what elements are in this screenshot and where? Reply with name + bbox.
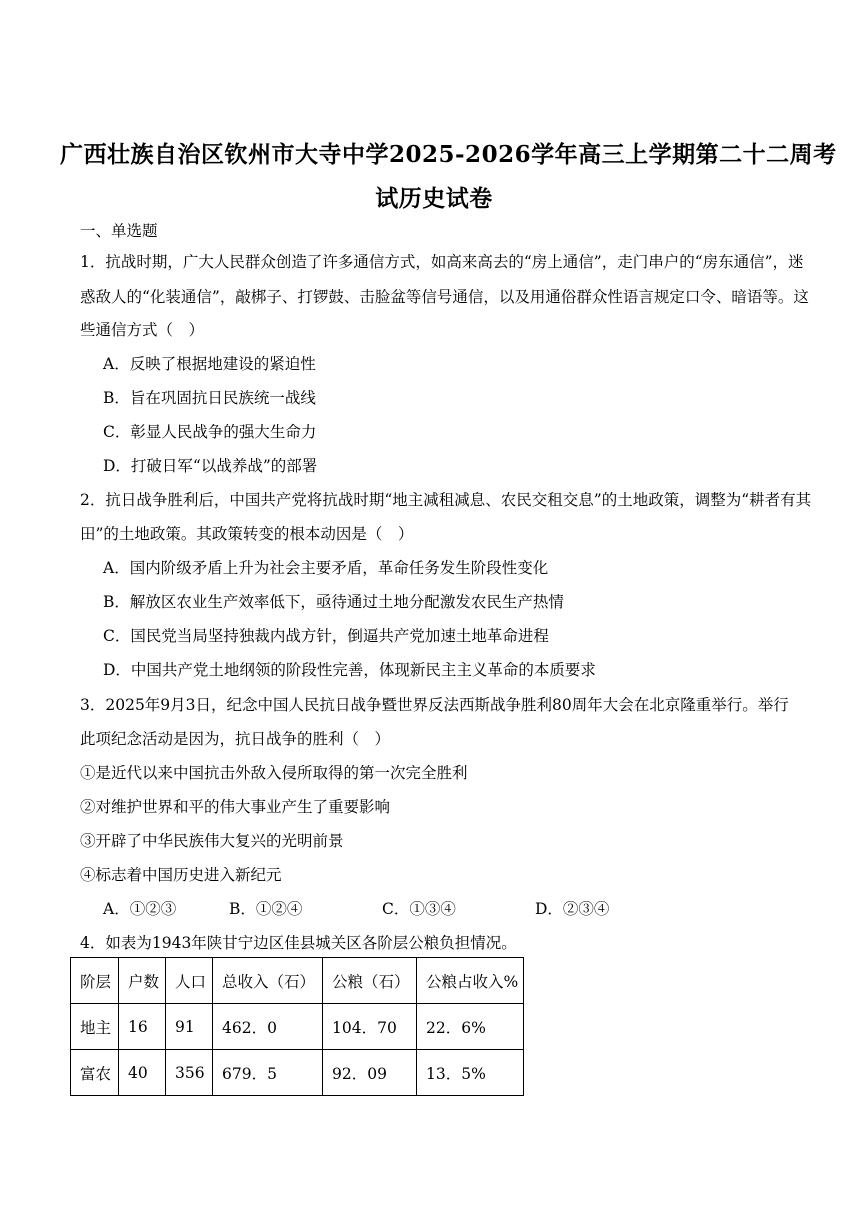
table-cell: 104．70 [323,1004,417,1050]
table-cell: 22．6% [417,1004,524,1050]
table-cell: 91 [166,1004,213,1050]
q3-option-d: D．②③④ [535,900,610,918]
q3-item-4: ④标志着中国历史进入新纪元 [80,866,282,884]
table-header-cell: 阶层 [71,958,119,1004]
q1-stem-line-2: 惑敌人的“化装通信”，敲梆子、打锣鼓、击脸盆等信号通信，以及用通俗群众性语言规定口令、暗语等。这 [80,288,809,306]
q3-item-3: ③开辟了中华民族伟大复兴的光明前景 [80,832,344,850]
table-header-cell: 总收入（石） [213,958,323,1004]
table-cell: 地主 [71,1004,119,1050]
q2-option-b: B．解放区农业生产效率低下，亟待通过土地分配激发农民生产热情 [103,593,564,611]
table-header-cell: 公粮占收入% [417,958,524,1004]
table-cell: 40 [119,1050,166,1096]
table-cell: 16 [119,1004,166,1050]
table-row [71,1004,524,1050]
section-heading: 一、单选题 [80,222,158,240]
table-cell: 92．09 [323,1050,417,1096]
q1-option-a: A．反映了根据地建设的紧迫性 [103,355,316,373]
q2-option-c: C．国民党当局坚持独裁内战方针，倒逼共产党加速土地革命进程 [103,627,549,645]
q1-option-d: D．打破日军“以战养战”的部署 [103,457,318,475]
q1-option-c: C．彰显人民战争的强大生命力 [103,423,317,441]
table-cell: 679．5 [213,1050,323,1096]
q1-stem-line-3: 些通信方式（ ） [80,321,205,339]
q2-option-d: D．中国共产党土地纲领的阶段性完善，体现新民主主义革命的本质要求 [103,661,596,679]
table-header-row [71,958,524,1004]
q4-stem-line-1: 4．如表为1943年陕甘宁边区佳县城关区各阶层公粮负担情况。 [80,934,517,952]
table-cell: 13．5% [417,1050,524,1096]
table-header-cell: 人口 [166,958,213,1004]
q3-option-a: A．①②③ [103,900,177,918]
exam-title-line-1: 广西壮族自治区钦州市大寺中学2025-2026学年高三上学期第二十二周考 [60,141,837,168]
grain-burden-table [70,957,524,1096]
q3-stem-line-1: 3．2025年9月3日，纪念中国人民抗日战争暨世界反法西斯战争胜利80周年大会在北京隆重举行。举行 [80,696,789,714]
table-cell: 462．0 [213,1004,323,1050]
table-cell: 富农 [71,1050,119,1096]
q2-stem-line-1: 2．抗日战争胜利后，中国共产党将抗战时期“地主减租减息、农民交租交息”的土地政策，调整为“耕者有其 [80,491,812,509]
exam-title-line-2: 试历史试卷 [375,185,493,212]
table-row [71,1050,524,1096]
q3-item-1: ①是近代以来中国抗击外敌入侵所取得的第一次完全胜利 [80,764,468,782]
q1-option-b: B．旨在巩固抗日民族统一战线 [103,389,316,407]
table-header-cell: 公粮（石） [323,958,417,1004]
q3-option-c: C．①③④ [382,900,456,918]
table-cell: 356 [166,1050,213,1096]
q2-stem-line-2: 田”的土地政策。其政策转变的根本动因是（ ） [80,525,414,543]
table-header-cell: 户数 [119,958,166,1004]
q1-stem-line-1: 1．抗战时期，广大人民群众创造了许多通信方式，如高来高去的“房上通信”，走门串户的“房东通信”，迷 [80,253,804,271]
q3-stem-line-2: 此项纪念活动是因为，抗日战争的胜利（ ） [80,730,391,748]
q3-item-2: ②对维护世界和平的伟大事业产生了重要影响 [80,798,391,816]
q3-option-b: B．①②④ [229,900,303,918]
q2-option-a: A．国内阶级矛盾上升为社会主要矛盾，革命任务发生阶段性变化 [103,559,549,577]
